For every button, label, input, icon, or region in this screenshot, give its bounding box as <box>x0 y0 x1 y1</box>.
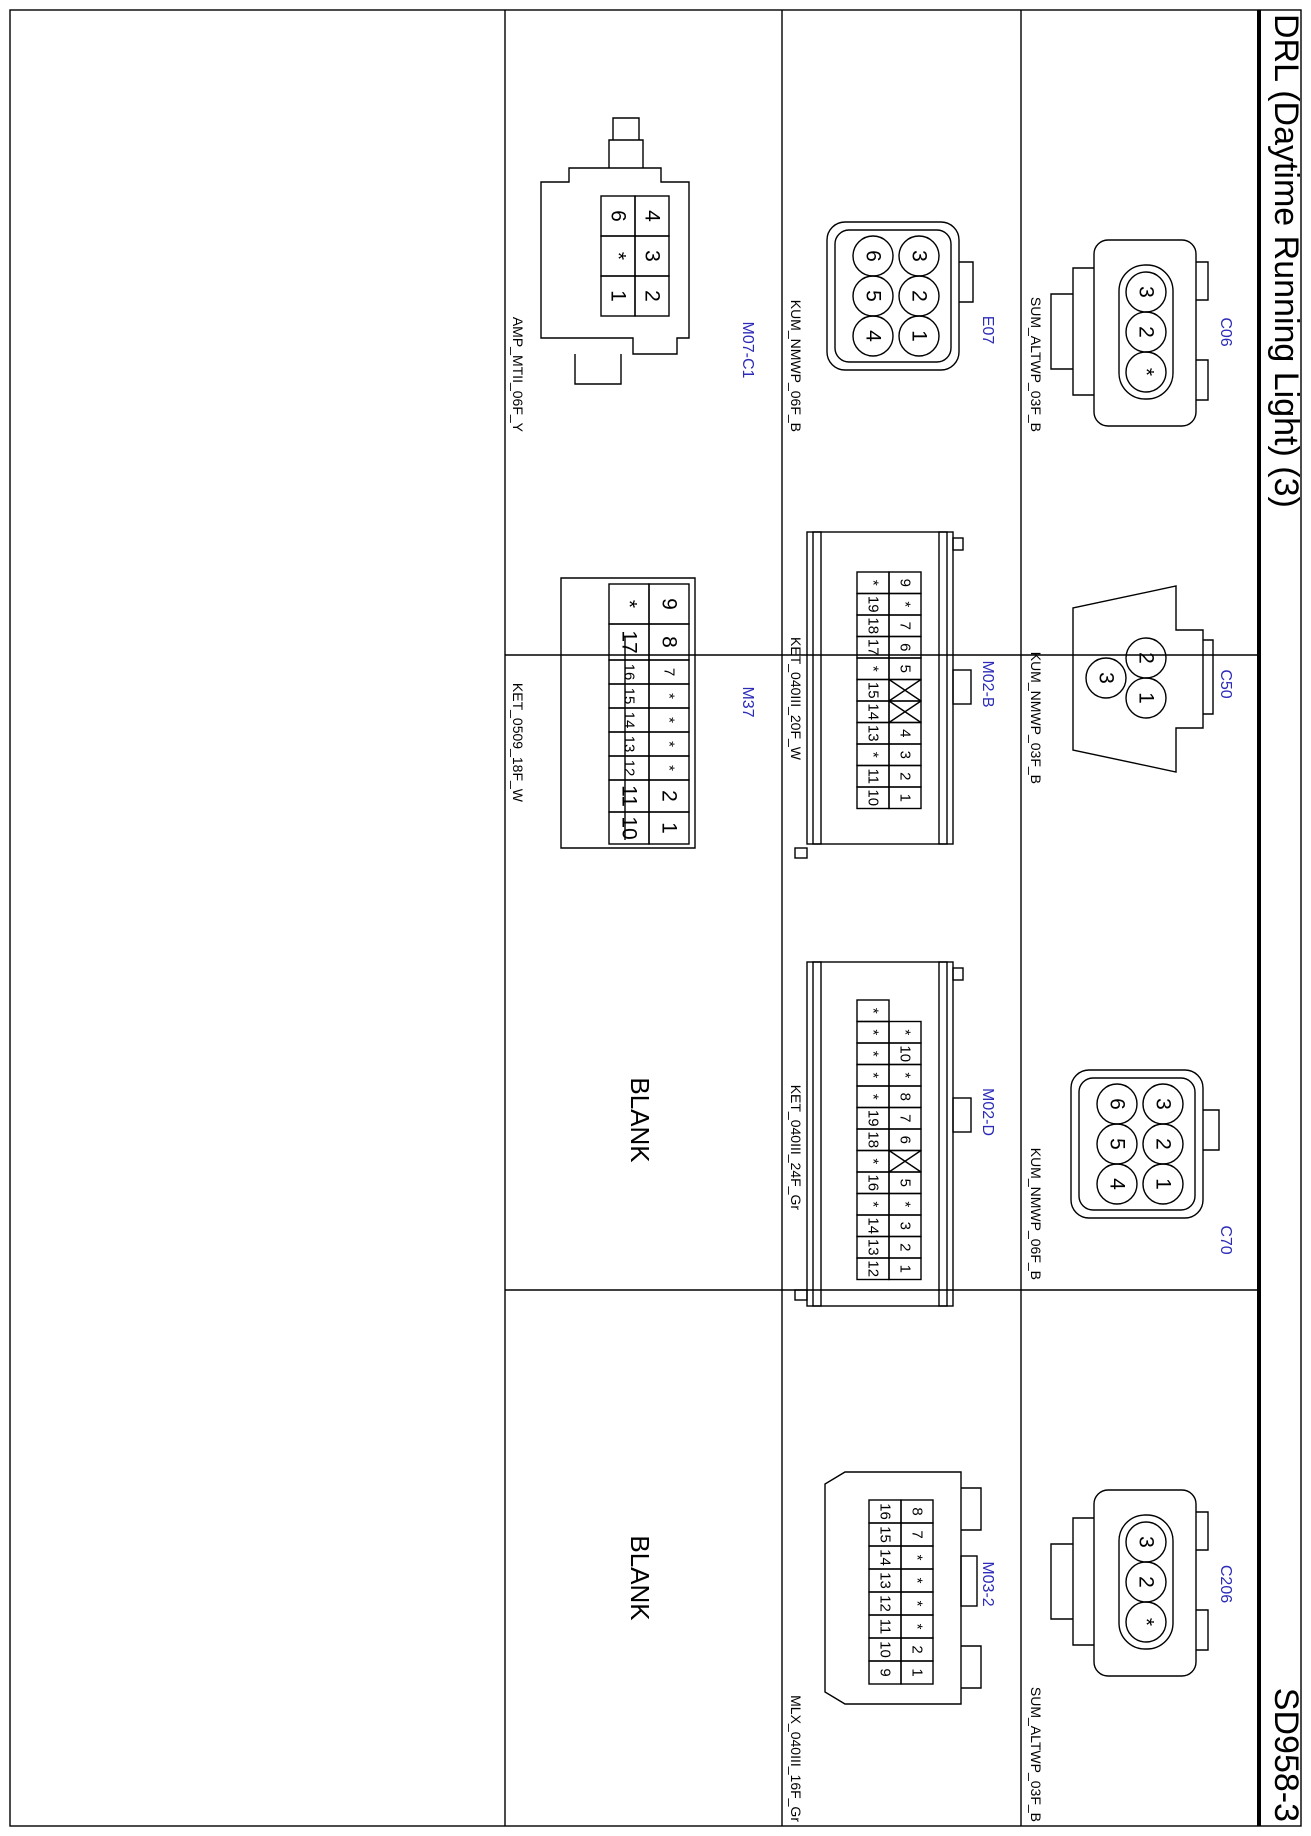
connector-id: M02-B <box>979 660 996 708</box>
pin-label: 1 <box>908 1668 926 1677</box>
part-number: KET_040III_24F_Gr <box>788 1084 804 1210</box>
pin-grid <box>869 1500 933 1684</box>
pin-label: 3 <box>1094 672 1118 684</box>
connector-id: M03-2 <box>979 1561 996 1607</box>
pin-label: 1 <box>907 330 931 342</box>
pin-label: 9 <box>657 598 681 610</box>
connector-m07-c1 <box>510 118 756 433</box>
connector-m02-d <box>788 962 996 1306</box>
pin-label: * <box>864 1201 882 1208</box>
connector-id: M07-C1 <box>739 321 756 379</box>
pin-label: 1 <box>896 793 914 802</box>
pin-label: 2 <box>896 772 914 781</box>
pin-label: 11 <box>864 768 882 785</box>
pin-label: 2 <box>1134 326 1158 338</box>
connector-c06 <box>1028 240 1234 432</box>
pin-label: 2 <box>907 290 931 302</box>
connector-m02-b <box>788 532 996 858</box>
pin-label: 6 <box>896 1135 914 1144</box>
pin-label: 2 <box>1134 652 1158 664</box>
pin-label: * <box>896 1029 914 1036</box>
connector-m37 <box>510 578 756 848</box>
pin-label: 12 <box>876 1595 894 1612</box>
pin-label: 4 <box>1105 1178 1129 1190</box>
pin-label: 15 <box>620 687 638 705</box>
pin-label: 6 <box>861 250 885 262</box>
pin-label: * <box>864 1050 882 1057</box>
pin-label: 16 <box>876 1503 894 1520</box>
pin-label: * <box>908 1577 926 1584</box>
blocked-cavity <box>889 701 921 723</box>
blank-cell-label: BLANK <box>625 1535 655 1621</box>
pin-label: 1 <box>657 822 681 834</box>
pin-label: * <box>1134 367 1158 377</box>
page-code: SD958-3 <box>1267 1687 1305 1822</box>
part-number: KET_040III_20F_W <box>788 637 804 760</box>
connector-m03-2 <box>788 1472 996 1822</box>
pin-label: 1 <box>1151 1178 1175 1190</box>
pin-label: * <box>1134 1617 1158 1627</box>
part-number: KUM_NMWP_06F_B <box>788 299 804 432</box>
pin-label: * <box>864 1007 882 1014</box>
pin-label: 12 <box>620 759 638 777</box>
pin-label: 14 <box>864 1217 882 1235</box>
pin-label: 9 <box>876 1668 894 1677</box>
pin-label: 2 <box>1134 1576 1158 1588</box>
pin-label: 3 <box>896 750 914 759</box>
pin-label: 2 <box>640 290 664 302</box>
pin-label: 19 <box>864 595 882 613</box>
pin-label: 13 <box>876 1572 894 1589</box>
pin-label: * <box>896 1201 914 1208</box>
pin-label: 10 <box>876 1641 894 1658</box>
connector-id: C06 <box>1217 317 1234 347</box>
pin-label: 2 <box>896 1243 914 1252</box>
blank-cell-label: BLANK <box>625 1077 655 1163</box>
pin-label: 11 <box>876 1618 894 1635</box>
pin-label: * <box>864 665 882 672</box>
pin-label: 18 <box>864 1131 882 1149</box>
part-number: KUM_NMWP_03F_B <box>1028 651 1044 784</box>
pin-label: 7 <box>660 667 678 677</box>
pin-label: 7 <box>908 1530 926 1539</box>
pin-label: 9 <box>896 578 914 587</box>
pin-grid <box>609 584 689 844</box>
pin-label: 16 <box>620 663 638 681</box>
pin-label: * <box>617 599 641 609</box>
pin-label: * <box>660 765 678 771</box>
pin-label: 8 <box>896 1092 914 1101</box>
pin-label: 3 <box>1134 1536 1158 1548</box>
pin-label: 6 <box>1105 1098 1129 1110</box>
pin-label: 18 <box>864 617 882 635</box>
connector-c70 <box>1028 1070 1234 1280</box>
pin-label: 10 <box>617 816 641 840</box>
pin-label: * <box>864 1029 882 1036</box>
pin-label: 5 <box>896 1178 914 1187</box>
pin-label: 13 <box>864 724 882 742</box>
part-number: AMP_MTII_06F_Y <box>510 316 526 432</box>
page-frame <box>10 10 1301 1826</box>
pin-label: * <box>908 1600 926 1607</box>
part-number: MLX_040III_16F_Gr <box>788 1695 804 1822</box>
pin-grid <box>857 572 921 809</box>
pin-label: 5 <box>896 664 914 673</box>
part-number: KET_0509_18F_W <box>510 682 526 802</box>
pin-label: 2 <box>657 790 681 802</box>
pin-label: 5 <box>861 290 885 302</box>
part-number: SUM_ALTWP_03F_B <box>1028 296 1044 432</box>
blocked-cavity <box>889 680 921 702</box>
pin-label: 16 <box>864 1174 882 1192</box>
pin-label: 5 <box>1105 1138 1129 1150</box>
part-number: KUM_NMWP_06F_B <box>1028 1147 1044 1280</box>
pin-label: 6 <box>606 210 630 222</box>
pin-label: * <box>908 1554 926 1561</box>
pin-label: 2 <box>908 1645 926 1654</box>
pin-label: 7 <box>896 621 914 630</box>
pin-label: * <box>660 741 678 747</box>
pin-label: 17 <box>864 638 882 656</box>
pin-label: 4 <box>861 330 885 342</box>
pin-label: 1 <box>1134 692 1158 704</box>
pin-label: * <box>660 693 678 699</box>
part-number: SUM_ALTWP_03F_B <box>1028 1686 1044 1822</box>
pin-label: 10 <box>896 1045 914 1063</box>
pin-label: 1 <box>606 290 630 302</box>
pin-label: * <box>896 601 914 608</box>
pin-label: * <box>864 1072 882 1079</box>
pin-label: 15 <box>876 1526 894 1543</box>
connector-id: M02-D <box>979 1087 996 1137</box>
connector-c206 <box>1028 1490 1234 1822</box>
pin-label: 14 <box>620 711 638 729</box>
connector-id: E07 <box>979 315 996 345</box>
connector-id: C50 <box>1217 669 1234 699</box>
pin-label: 14 <box>864 703 882 721</box>
pin-label: 2 <box>1151 1138 1175 1150</box>
pin-label: 14 <box>876 1549 894 1566</box>
pin-label: 13 <box>620 735 638 753</box>
pin-label: 15 <box>864 681 882 699</box>
pin-label: * <box>864 579 882 586</box>
pin-label: 10 <box>864 789 882 807</box>
pin-label: 11 <box>617 785 641 807</box>
pin-label: * <box>896 1072 914 1079</box>
pin-label: * <box>606 251 630 261</box>
connector-id: C70 <box>1217 1225 1234 1255</box>
pin-label: 3 <box>1151 1098 1175 1110</box>
pin-label: * <box>660 717 678 723</box>
pin-label: 8 <box>657 636 681 648</box>
pin-label: * <box>864 1158 882 1165</box>
pin-label: 4 <box>896 729 914 738</box>
diagram-title: DRL (Daytime Running Light) (3) <box>1267 14 1305 508</box>
pin-label: 1 <box>896 1264 914 1273</box>
pin-label: * <box>864 751 882 758</box>
connector-e07 <box>788 222 996 432</box>
pin-label: 17 <box>617 630 641 654</box>
pin-label: 3 <box>640 250 664 262</box>
pin-label: 4 <box>640 210 664 222</box>
pin-label: 3 <box>907 250 931 262</box>
pin-label: 7 <box>896 1114 914 1123</box>
pin-grid <box>857 1000 921 1280</box>
pin-label: 6 <box>896 643 914 652</box>
connector-c50 <box>1028 586 1234 784</box>
pin-label: 12 <box>864 1260 882 1278</box>
pin-label: * <box>864 1093 882 1100</box>
pin-grid <box>601 196 669 316</box>
connector-id: C206 <box>1217 1564 1234 1604</box>
pin-label: 19 <box>864 1109 882 1127</box>
blocked-cavity <box>889 1151 921 1173</box>
connector-id: M37 <box>739 686 756 718</box>
pin-label: 3 <box>1134 286 1158 298</box>
pin-label: 13 <box>864 1238 882 1256</box>
pin-label: 3 <box>896 1221 914 1230</box>
pin-label: * <box>908 1623 926 1630</box>
pin-label: 8 <box>908 1507 926 1516</box>
